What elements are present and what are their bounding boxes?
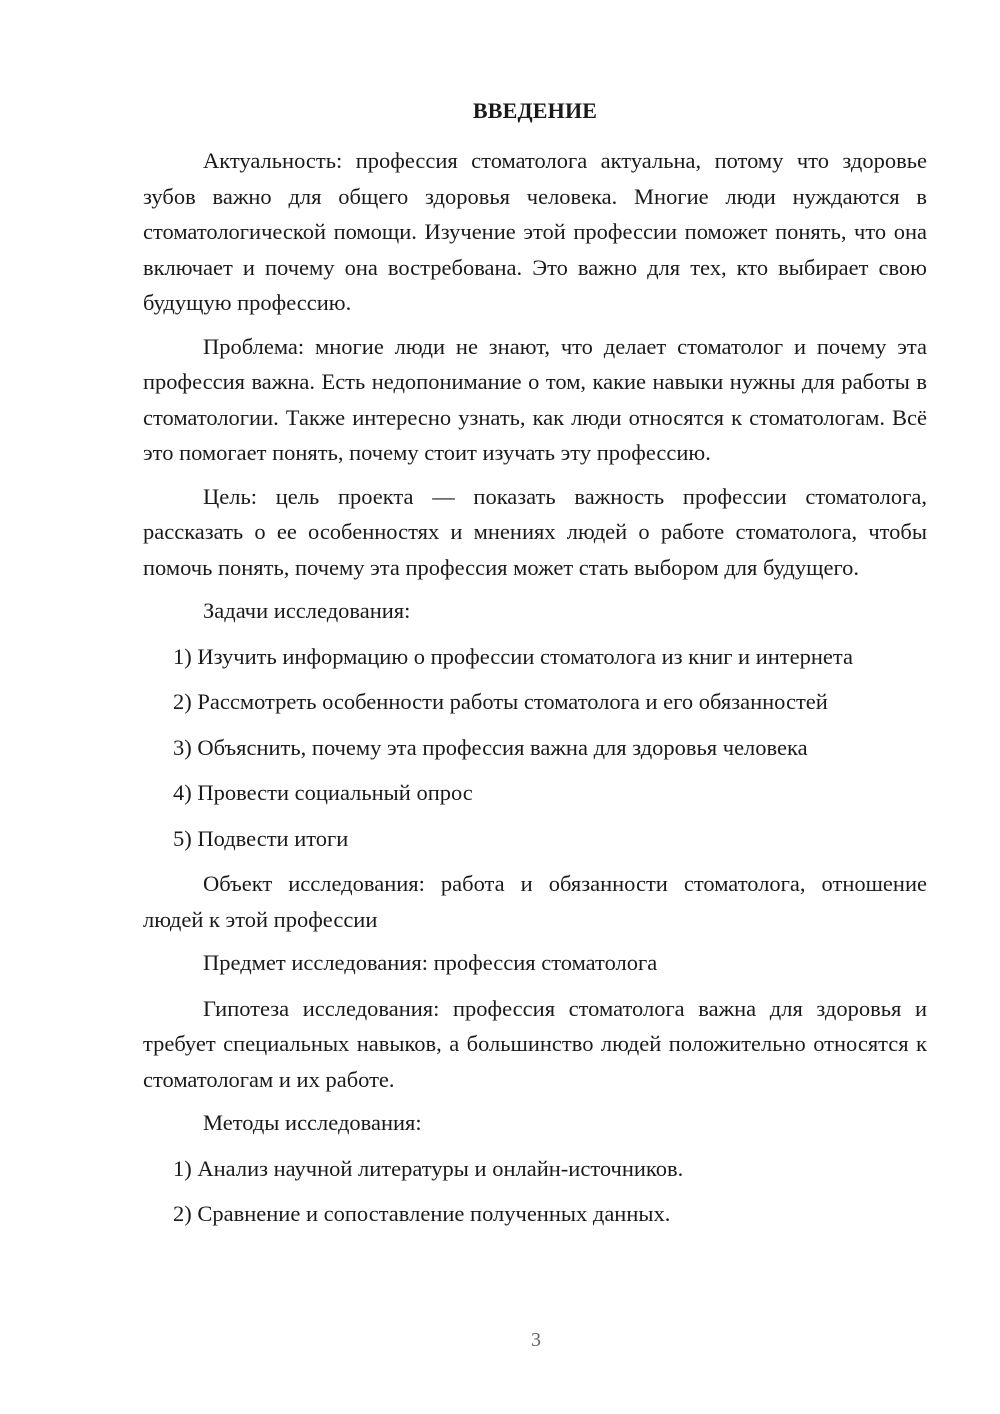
list-item: 4) Провести социальный опрос <box>173 780 473 805</box>
hypothesis-paragraph: Гипотеза исследования: профессия стоматолога важна для здоровья и требует специальных навыков, а большинство людей положительно относятся к стоматологам и их работе. <box>143 995 927 1092</box>
tasks-heading: Задачи исследования: <box>203 598 411 623</box>
list-item: 1) Анализ научной литературы и онлайн-источников. <box>173 1155 684 1181</box>
list-item: 3) Объяснить, почему эта профессия важна для здоровья человека <box>173 734 808 760</box>
object-paragraph: Объект исследования: работа и обязанности стоматолога, отношение людей к этой профессии <box>143 871 927 932</box>
problem-paragraph: Проблема: многие люди не знают, что делает стоматолог и почему эта профессия важна. Есть недопонимание о том, какие навыки нужны для работы в стоматологии. Также интересно узнать, как люди относятся к стоматологам. Всё это помогает понять, почему стоит изучать эту профессию. <box>143 333 927 465</box>
section-title: ВВЕДЕНИЕ <box>472 98 598 123</box>
list-item: 2) Рассмотреть особенности работы стоматолога и его обязанностей <box>173 689 828 714</box>
page-number: 3 <box>531 1329 541 1351</box>
list-item: 1) Изучить информацию о профессии стоматолога из книг и интернета <box>173 643 853 669</box>
methods-heading: Методы исследования: <box>203 1110 422 1135</box>
list-item: 5) Подвести итоги <box>173 825 349 851</box>
tasks-list <box>143 639 927 857</box>
relevance-paragraph: Актуальность: профессия стоматолога актуальна, потому что здоровье зубов важно для общего здоровья человека. Многие люди нуждаются в стоматологической помощи. Изучение этой профессии поможет понять, что она включает и почему она востребована. Это важно для тех, кто выбирает свою будущую профессию. <box>143 148 927 315</box>
document-body <box>143 97 927 1242</box>
methods-list <box>143 1151 927 1232</box>
goal-paragraph: Цель: цель проекта — показать важность профессии стоматолога, рассказать о ее особенностях и мнениях людей о работе стоматолога, чтобы помочь понять, почему эта профессия может стать выбором для будущего. <box>143 483 927 580</box>
subject-paragraph: Предмет исследования: профессия стоматолога <box>203 950 658 975</box>
list-item: 2) Сравнение и сопоставление полученных данных. <box>173 1201 671 1226</box>
